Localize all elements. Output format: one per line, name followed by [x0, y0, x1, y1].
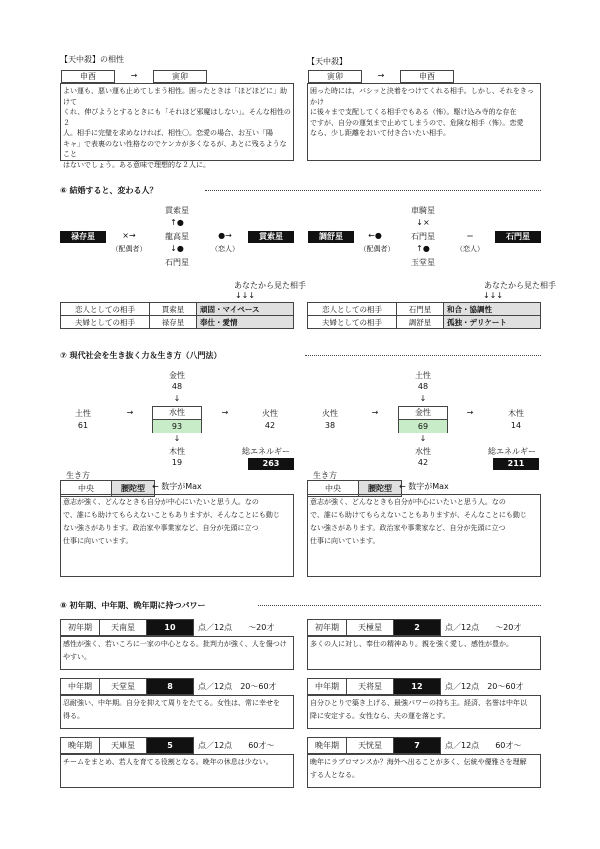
total-energy-value: 263: [248, 458, 294, 470]
ikikata-text-right: [307, 494, 541, 577]
energy-center-value: 69: [398, 420, 448, 433]
age-text: ～20才: [248, 623, 275, 632]
from-box: 寅卯: [308, 70, 362, 83]
energy-bottom-name: 水性: [415, 447, 431, 456]
table-cell: 和合・協調性: [444, 303, 541, 316]
arrow-icon: →: [466, 408, 474, 417]
energy-top-name: 金性: [169, 371, 185, 380]
period-card: [60, 678, 294, 729]
text-line: 降に安定する。女性なら、夫の運を落とす。: [310, 712, 450, 720]
table-cell: 恋人としての相手: [308, 303, 397, 316]
text-line: よい運も、悪い運も止めてしまう相性。困ったときは「ほどほどに」助けて: [63, 87, 287, 106]
tenchusatsu-left-title: 【天中殺】の相性: [60, 55, 124, 64]
star-cell: 天庫星: [100, 738, 147, 754]
star-center: 石門星: [411, 232, 435, 241]
energy-top-value: 48: [417, 382, 429, 391]
text-line: 人。相手に完璧を求めなければ、相性〇。恋愛の場合、お互い「陽: [63, 129, 273, 137]
unit-cell: [441, 738, 523, 754]
unit-cell: [194, 679, 278, 695]
haigusha-badge: 禄存星: [60, 231, 106, 243]
arrow-icon: ↑●: [170, 218, 184, 227]
table-row: [308, 303, 541, 316]
score-cell: 5: [147, 738, 194, 754]
arrow-icon: ↑●: [416, 244, 430, 253]
section-7-title: ⑦ 現代社会を生き抜く力＆生き方（八門法）: [60, 351, 222, 360]
arrow-icon: ×→: [122, 231, 136, 240]
table-cell: 頑固・マイペース: [197, 303, 294, 316]
table-cell: 奉仕・愛情: [197, 316, 294, 329]
table-cell: 貫索星: [150, 303, 197, 316]
arrow-icon: →: [221, 408, 229, 417]
age-text: 60才～: [495, 741, 522, 750]
equal-icon: ＝: [466, 232, 474, 241]
text-line: なら、少し距離をおいて付き合いたい相手。: [310, 129, 450, 137]
total-energy-label: 総エネルギー: [242, 447, 290, 456]
period-header: [60, 678, 278, 695]
partner-table-right: [307, 302, 541, 329]
text-line: 仕事に向いています。: [310, 537, 380, 545]
ikikata-text-left: [60, 494, 294, 577]
unit-cell: [441, 679, 525, 695]
period-text: [60, 695, 294, 729]
text-line: くれ、伸びようとするときにも「それほど邪魔はしない」。そんな相性の２: [63, 108, 291, 127]
koibito-badge: 貫索星: [248, 231, 294, 243]
unit-text: 点／12点: [198, 741, 233, 750]
age-text: 60才～: [248, 741, 275, 750]
arrow-icon: →: [371, 408, 379, 417]
star-bottom: 玉堂星: [411, 258, 435, 267]
dotted-divider: [305, 355, 541, 356]
arrows-icon: ↓↓↓: [482, 291, 504, 300]
arrow-icon: ↓●: [170, 244, 184, 253]
text-line: 得る。: [63, 712, 84, 720]
table-cell: 夫婦としての相手: [308, 316, 397, 329]
energy-left-value: 61: [77, 421, 89, 430]
text-line: ない強さがあります。政治家や事業家など、自分が先頭に立つ: [310, 524, 506, 532]
arrow-icon: ●→: [218, 231, 232, 240]
arrow-icon: →: [130, 71, 138, 80]
tenchusatsu-right-text: [307, 83, 541, 161]
score-cell: 7: [394, 738, 441, 754]
max-note: ← 数字がMax: [399, 482, 449, 491]
total-energy-value: 211: [493, 458, 539, 470]
energy-left-name: 火性: [322, 409, 338, 418]
table-row: [61, 316, 294, 329]
period-text: [307, 636, 541, 670]
star-cell: 天極星: [347, 620, 394, 636]
period-text: [307, 754, 541, 788]
energy-right-value: 14: [510, 421, 522, 430]
age-text: 20～60才: [240, 682, 277, 691]
star-cell: 天恍星: [347, 738, 394, 754]
partner-table-left: [60, 302, 294, 329]
score-cell: 8: [147, 679, 194, 695]
haigusha-label: （配偶者）: [359, 245, 395, 253]
unit-text: 点／12点: [198, 682, 233, 691]
energy-left-value: 38: [324, 421, 336, 430]
unit-cell: [194, 738, 276, 754]
position-cell: 中央: [308, 481, 359, 497]
energy-left-name: 土性: [75, 409, 91, 418]
unit-text: 点／12点: [198, 623, 233, 632]
period-header: [307, 737, 522, 754]
period-cell: 中年期: [61, 679, 100, 695]
text-line: やすい。: [63, 653, 91, 661]
period-cell: 初年期: [308, 620, 347, 636]
period-header: [60, 619, 275, 636]
section-6-title: ⑥ 結婚すると、変わる人？: [60, 186, 158, 195]
table-cell: 孤独・デリケート: [444, 316, 541, 329]
star-bottom: 石門星: [165, 258, 189, 267]
period-cell: 晩年期: [308, 738, 347, 754]
text-line: はないでしょう。ある意味で理想的な２人に。: [63, 160, 210, 169]
energy-center-value: 93: [152, 420, 202, 433]
arrows-icon: ↓↓↓: [234, 291, 256, 300]
period-text: [60, 636, 294, 670]
energy-right-name: 火性: [262, 409, 278, 418]
period-text: [307, 695, 541, 729]
star-cell: 天南星: [100, 620, 147, 636]
type-cell: 腰陀型: [359, 481, 402, 497]
energy-bottom-value: 42: [417, 458, 429, 467]
text-line: 感性が強く、若いころに一家の中心となる。批判力が強く、人を傷つけ: [63, 640, 287, 648]
text-line: に後々まで支配してくる相手でもある（怖）。駆け込み寺的な存在: [310, 108, 517, 116]
koibito-label: （恋人）: [456, 245, 484, 253]
energy-right-name: 木性: [508, 409, 524, 418]
arrow-icon: ↓×: [416, 218, 430, 227]
text-line: 自分ひとりで築き上げる、最強パワーの持ち主。経済、名誉は中年以: [310, 699, 527, 707]
tenchusatsu-left-text: [60, 83, 294, 169]
from-box: 申酉: [61, 70, 115, 83]
table-cell: 調舒星: [397, 316, 444, 329]
dotted-divider: [258, 605, 541, 606]
text-line: 忍耐強い、中年期。自分を抑えて周りをたてる。女性は、常に幸せを: [63, 699, 280, 707]
energy-right-value: 42: [264, 421, 276, 430]
star-top: 貫索星: [165, 206, 189, 215]
position-cell: 中央: [61, 481, 112, 497]
energy-top-name: 土性: [415, 371, 431, 380]
unit-cell: [441, 620, 523, 636]
haigusha-label: （配偶者）: [111, 245, 147, 253]
score-cell: 2: [394, 620, 441, 636]
energy-bottom-value: 19: [171, 458, 183, 467]
text-line: 多くの人に対し、奉仕の精神あり。親を強く愛し、感性が豊か。: [310, 640, 513, 648]
period-card: [60, 737, 294, 788]
section-8-title: ⑧ 初年期、中年期、晩年期に持つパワー: [60, 601, 206, 610]
total-energy-label: 総エネルギー: [488, 447, 536, 456]
arrow-icon: →: [377, 71, 385, 80]
energy-center-name: 金性: [398, 406, 448, 420]
arrow-icon: ↓: [173, 434, 181, 443]
haigusha-badge: 調舒星: [308, 231, 354, 243]
type-cell: 腰陀型: [112, 481, 155, 497]
text-line: 意志が強く、どんなときも自分が中心にいたいと思う人。なの: [63, 498, 259, 506]
energy-bottom-name: 木性: [169, 447, 185, 456]
period-text: [60, 754, 294, 788]
text-line: で、誰にも助けてもらえないこともありますが、そんなことにも動じ: [310, 511, 527, 519]
arrow-icon: ↓: [419, 434, 427, 443]
period-cell: 初年期: [61, 620, 100, 636]
table-cell: 恋人としての相手: [61, 303, 150, 316]
koibito-badge: 石門星: [495, 231, 541, 243]
anata-label: あなたから見た相手: [234, 281, 306, 290]
score-cell: 12: [394, 679, 441, 695]
table-cell: 夫婦としての相手: [61, 316, 150, 329]
ikikata-label: 生き方: [313, 471, 337, 480]
table-row: [308, 316, 541, 329]
period-card: [307, 619, 541, 670]
period-card: [307, 737, 541, 788]
table-row: [61, 303, 294, 316]
text-line: チームをまとめ、若人を育てる役割となる。晩年の休息は少ない。: [63, 758, 273, 766]
arrow-icon: ↓: [419, 394, 427, 403]
tenchusatsu-right-title: 【天中殺】: [307, 57, 347, 66]
energy-top-value: 48: [171, 382, 183, 391]
star-cell: 天堂星: [100, 679, 147, 695]
ikikata-label: 生き方: [66, 471, 90, 480]
text-line: ない強さがあります。政治家や事業家など、自分が先頭に立つ: [63, 524, 259, 532]
age-text: 20～60才: [487, 682, 524, 691]
period-cell: 中年期: [308, 679, 347, 695]
star-cell: 天将星: [347, 679, 394, 695]
text-line: する人となる。: [310, 771, 359, 779]
max-note: ← 数字がMax: [152, 482, 202, 491]
text-line: 意志が強く、どんなときも自分が中心にいたいと思う人。なの: [310, 498, 506, 506]
to-box: 寅卯: [153, 70, 207, 83]
star-center: 龍高星: [165, 232, 189, 241]
arrow-icon: ←●: [368, 231, 382, 240]
to-box: 申酉: [400, 70, 454, 83]
arrow-icon: →: [126, 408, 134, 417]
period-header: [307, 619, 522, 636]
unit-text: 点／12点: [445, 741, 480, 750]
star-top: 車騎星: [411, 206, 435, 215]
text-line: キャ」で表裏のない性格なのでケンカが多くなるが、あとに残るようなこと: [63, 139, 287, 158]
period-card: [307, 678, 541, 729]
text-line: で、誰にも助けてもらえないこともありますが、そんなことにも動じ: [63, 511, 280, 519]
energy-center-name: 水性: [152, 406, 202, 420]
text-line: 晩年にラブロマンスか？海外へ出ることが多く、伝統や優雅さを理解: [310, 758, 527, 766]
period-card: [60, 619, 294, 670]
unit-text: 点／12点: [445, 682, 480, 691]
koibito-label: （恋人）: [211, 245, 239, 253]
dotted-divider: [205, 190, 541, 191]
unit-text: 点／12点: [445, 623, 480, 632]
arrow-icon: ↓: [173, 394, 181, 403]
table-cell: 禄存星: [150, 316, 197, 329]
text-line: 困った時には、バシッと決着をつけてくれる相手。しかし、それをきっかけ: [310, 87, 534, 106]
table-cell: 石門星: [397, 303, 444, 316]
text-line: 仕事に向いています。: [63, 537, 133, 545]
anata-label: あなたから見た相手: [484, 281, 556, 290]
period-header: [60, 737, 275, 754]
period-cell: 晩年期: [61, 738, 100, 754]
score-cell: 10: [147, 620, 194, 636]
period-header: [307, 678, 525, 695]
age-text: ～20才: [495, 623, 522, 632]
text-line: ですが、自分の運気まで止めてしまうので、危険な相手（怖）。恋愛: [310, 118, 524, 127]
unit-cell: [194, 620, 276, 636]
